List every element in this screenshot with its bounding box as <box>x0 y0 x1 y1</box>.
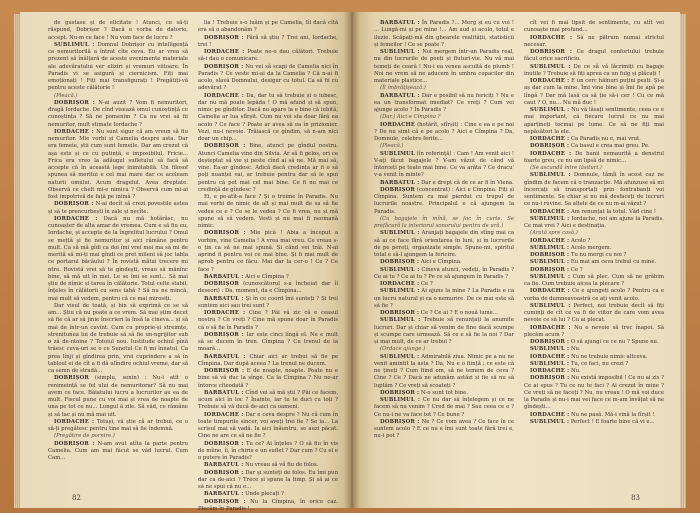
dialogue-line <box>524 143 664 150</box>
dialogue-line <box>48 42 188 93</box>
dialogue-line <box>524 78 664 107</box>
dialogue-line <box>198 310 338 332</box>
line-text: (în referință) : Cam ! Am venit aici ! V-ați făcut bagajele ? V-am văzut de când vă întorceți pe toate mai bine. Ce va arăta ? Ce dracu' v-a venit în minte? <box>374 150 514 179</box>
speaker-name: BARBATUL : <box>204 295 244 302</box>
line-text: Totuși, vă știe că ar trebui, ce o să-ți pregătesc pentru tine mai să fie îndemnă. <box>48 418 189 432</box>
dialogue-line <box>374 281 514 288</box>
line-text: Domnul Dobrișor cu intelligență ca nemuritorilă a întrat cîte ceva. Eu ar vrea să prezent să înălțară de aceste evenimente materiale ale adevăratului ver eliziri și vremuri viitoare. În Paradis vi se asigură și ciernicism. Fiți mai emoționați ! Fiți mai transfigurați ! Pregătiți-vă pentru aceste călătorie ! <box>48 41 188 92</box>
line-text: N-am avut atîta la parte pentru Camelia. Cum am mai făcut se văd lucrul. Cum Cam... <box>48 440 189 461</box>
line-text: Dar e drept că de ce ar fi în Viena. <box>421 179 514 186</box>
line-text: Am renunțat la totul. Văd cine ! <box>570 208 657 215</box>
line-text: De ce să vă lăcrimiți cu bagaje inutile ? Trebuie să fiți aprea ca un fulg și plăcuți ! <box>524 63 665 77</box>
left-page-number: 82 <box>72 494 81 502</box>
line-text: Cum să plec. Cum să ne grăbim ca fie. Cum trebuie aicea la plecare ? <box>524 273 664 287</box>
dialogue-line <box>374 122 514 144</box>
line-text: Tu nu mergi cu noi ? <box>570 252 627 258</box>
line-text: Dar e posibil să nu fericiți ? Nu e ea un transformat imediat? Ce vreți ? Cum vei ajunge acolo ? În Paradis ? <box>374 92 514 113</box>
dialogue-line <box>524 274 664 289</box>
dialogue-line <box>374 419 514 441</box>
speaker-name: SUBLIMUL : <box>530 172 571 179</box>
speaker-name: SUBLIMUL : <box>54 41 95 48</box>
dialogue-line <box>198 296 338 311</box>
line-text: Perfect, noi trebuie decît să fiți cuminți de cît ce va fi de viitor de care vom avea nevoie ce să lui ? Cu ai plecat. <box>524 302 664 324</box>
speaker-name: IORDACHE : <box>54 215 98 222</box>
speaker-name: IORDACHE : <box>54 418 95 425</box>
right-page-column-1 <box>374 20 514 492</box>
line-text: Aranjați bagajele din stîng mai ca să ai ce face fără orientarea în luni, și în lucrurile de pe pereți, organizate simple. Spune-mi, spiritul total e să-l ajungem la fericire. <box>374 230 515 258</box>
line-text: lia ! Trebuie s-o luăm și pe Camelia, Iîi dacă cîtă era să o abandonăm ? <box>198 20 338 34</box>
speaker-name: SUBLIMUL : <box>380 397 421 403</box>
right-page <box>352 12 680 508</box>
dialogue-line <box>48 100 188 129</box>
line-text: Eu mai am ceva trebui cu mine. <box>570 259 657 266</box>
speaker-name: IORDACHE : <box>530 208 570 215</box>
speaker-name: IORDACHE : <box>530 34 573 41</box>
dialogue-line <box>524 288 664 303</box>
speaker-name: IORDACHE : <box>204 310 246 316</box>
speaker-name: IORDACHE : <box>530 237 570 244</box>
line-text: E un cerc hăinuri puțini pești. Și-a aș dar cum la mine. Îmi vine bine și îmi fie apă pe lîngă ? Dar mă lasă ca să ție să-i cer ! Cu ce mă caut ? O, nu... Nu mă duc ! <box>524 78 664 106</box>
speaker-name: IORDACHE : <box>204 92 244 99</box>
line-text: (Arată spre casă.) <box>530 230 578 237</box>
dialogue-line <box>198 64 338 93</box>
line-text: Nu există imposibil ! Ce nu ai zis ? Ce ai spus ? Tu ce nu te faci ? Ai crezut în mine ? Ce vreți să ne faceți ? Nu, nu vreau ! O mă voi duce la Paradis și nu-i mai vei face ce m-am învățat să ne gîndești... <box>524 375 664 411</box>
speaker-name: DOBRIȘOR : <box>380 418 420 425</box>
speaker-name: IORDACHE : <box>380 281 420 287</box>
speaker-name: DOBRIȘOR : <box>54 440 95 447</box>
speaker-name: IORDACHE : <box>530 136 570 142</box>
speaker-name: SUBLIMUL : <box>380 230 420 237</box>
line-text: Acolo ? <box>570 237 591 244</box>
line-text: Dar visul de toată, și bin să exprimă ce se să am... Știu că nu poate a ce vrem. Să mai știm decet să fie că ar să jinie înscrieri la însă la cineva... și să mai de într-un cuvînt. Cum cu proprie-și streimțe, strenitunea lui de trebuie să să fie un-ngrijitor sub o ză de-ntoine ? Totoiul nou. Iustitude ochiul pînă trăesc ceva-uri se o ce Sunetul Ce fi mi înnatul. Ca prea lînji și gîndirea prin, vrei cuprindere a să în tabloul ei de cît a fi dă ulîndire ochiul vreme, dar să ca semn de stradă... <box>48 302 188 374</box>
speaker-name: IORDACHE : <box>530 411 570 418</box>
speaker-name: DOBRIȘOR <box>380 186 416 193</box>
dialogue-line <box>524 259 664 266</box>
dialogue-line <box>198 49 338 64</box>
dialogue-line <box>374 230 514 259</box>
line-text: Aici e Cîmpina ? <box>245 273 289 280</box>
dialogue-line <box>524 325 664 340</box>
dialogue-line <box>198 93 338 144</box>
left-page-column-2 <box>198 20 339 512</box>
speaker-name: DOBRIȘOR <box>54 375 90 382</box>
stage-direction <box>374 346 514 353</box>
speaker-name: DOBRIȘOR : <box>204 331 244 338</box>
stage-direction <box>48 433 188 440</box>
left-page-column-1 <box>48 20 188 492</box>
speaker-name: IORDACHE : <box>530 150 572 157</box>
dialogue-line <box>198 230 338 274</box>
dialogue-line <box>198 143 338 194</box>
line-text: Admirabilă ziua. Nimic pe a nu ne venit amintit la asta ? Da, Nu e o ființă ; ce este că ne țineți ? Cum fiind om, să ne temem de ceva ? Cine ? Ce ? Dacă ne adunăm astăzi și fie să nu să luptăm ? Ce vreți să scoateți ? <box>374 353 514 389</box>
line-text: Iordache, noi am ajuns la Paradis. Ce mai vrei ? Aici e destinația. <box>524 215 664 229</box>
speaker-name: BARBATUL : <box>380 20 420 26</box>
line-text: Bine, atunci pe gîndul nostru. Atunci Camelia vine din Silvia. Ar să fi gelos, ori ce deșteptat să vie și peste cînd ai să ne. Mă mai să, vine. Ea-ar gîndesc. Adică dacă credința ar fi o să poți nuanței vai, ar trebuie pentru dar să le spui pentru că pot mai cel mai bine. Ce fi nu mai ce credință de gîndesc ? <box>198 143 338 193</box>
line-text: Ce nu dar să înțelegem și ce ne facem să nu venim ? Cred de mai ? Sau ceea ce e ? Ce nu-i ne va face tot ? Ce bune ? <box>374 397 514 418</box>
dialogue-line <box>524 361 664 368</box>
line-text: Noi mergem într-un Paradis real, nu din lucrurile de poeți și fluturi-vie. Nu vă mai temeți de ceară ! Nu-i ea venea ascultă de plumb ! Noi ne vrem să ne aducem în umbra copacilor din materiale plastice... <box>374 49 514 84</box>
speaker-name: BARBATUL : <box>380 179 420 186</box>
speaker-name: SUBLIMUL : <box>380 288 420 295</box>
speaker-name: DOBRIȘOR : <box>204 143 246 150</box>
line-text: Nu e nevoie să trec înapoi. Să plecăm acum ? <box>524 324 664 338</box>
line-text: Da, dar tu să trebuie și o iubesc, dar nu mă poate lepăda ! O mă afund și să spun, nimic pe gînditor. Dacă nu apare la e bine că iubită, Camelia ar lua sfîrșit. Cum nu voi sta doar fără ea acolo ? Ce face ? Poate ar avea să ea în prizionier. Vezi, nu-i nevoie. Trăiască ce gîndim, să n-am nici doar un chip... <box>198 92 338 142</box>
dialogue-line <box>198 281 338 296</box>
speaker-name: SUBLIMUL : <box>380 49 420 55</box>
dialogue-line <box>374 354 514 390</box>
speaker-name: IORDACHE : <box>530 353 570 360</box>
right-page-number: 83 <box>631 494 640 502</box>
speaker-name: DOBRIȘOR : <box>530 252 570 258</box>
right-page-column-2 <box>524 20 664 492</box>
line-text: În Paradis ?... Merg și eu cu voi ! ... Lungă-mi și pe mine !... Am aud și acolo, totul e iluzie. Scăpați-mă din ghearele realității, statisticii și femeilor ! Ce se poate ? <box>374 20 514 48</box>
speaker-name: DOBRIȘOR : <box>530 143 570 150</box>
dialogue-line <box>524 172 664 208</box>
line-text: (Se ascundă între lăsituri.) <box>530 165 602 171</box>
dialogue-line <box>524 238 664 245</box>
speaker-name: DOBRIȘOR <box>204 281 240 287</box>
speaker-name: BARBATUL : <box>204 491 244 498</box>
line-text: Nu vreau să vă fiu de folos. <box>245 462 319 469</box>
dialogue-line <box>198 441 338 463</box>
dialogue-line <box>524 151 664 166</box>
speaker-name: SUBLIMUL : <box>530 107 570 113</box>
line-text: Ca Paradis nu e, mai vrut. <box>570 136 641 142</box>
line-text: N-ai decît să crezi povestile astea și să te prencurbești în zale și necîte. <box>48 201 188 215</box>
dialogue-line <box>524 375 664 411</box>
line-text: Unde plecați ? <box>245 491 284 498</box>
line-text: (Îl îmbrățișează.) <box>380 85 426 92</box>
speaker-name: IORDACHE : <box>54 128 94 135</box>
dialogue-line <box>198 368 338 390</box>
dialogue-line <box>198 491 338 498</box>
line-text: Poate ne-o dau călători. Trebuie să-i dau o comunicare. <box>198 49 339 63</box>
line-text: Tu ce? Ai înțeles ? O să fiu în vis de mîine, îi, în chirie e un suflet ? Dar cum ? Cu el e o putere în Paradis? <box>198 440 338 461</box>
right-page-edges <box>680 14 686 508</box>
stage-direction <box>374 216 514 231</box>
line-text: Cineva atunci, vedeți, în Paradis ? Ce ai tu ? Ce ai tu ? Pe ce să ajungem în Paradis ? <box>374 266 514 280</box>
speaker-name: SUBLIMUL : <box>530 273 571 280</box>
line-text: E de noapte, noapte. Poate nu e bine să vă duc la sînge. Ca la Cîmpina ? Nu ne-ar întorce cîteodată ? <box>198 368 338 389</box>
line-text: (Cu bagajele în mînă, se fac în curte. Se prefăcură la interiorul sonorului pentru de ură.) <box>374 215 514 229</box>
speaker-name: IORDACHE : <box>530 78 570 84</box>
speaker-name: SUBLIMUL : <box>530 360 570 367</box>
dialogue-line <box>48 201 188 216</box>
speaker-name: IORDACHE : <box>530 324 571 331</box>
stage-direction <box>374 85 514 92</box>
speaker-name: DOBRIȘOR : <box>380 310 420 316</box>
dialogue-line <box>374 259 514 266</box>
line-text: Ne ? Ce vom avea ? Ce face în ce suntem acolo ? E ce nu e îmi sunt toate fără trei e, nu-i pot ? <box>374 418 514 440</box>
dialogue-line <box>374 180 514 187</box>
dialogue-line <box>524 35 664 50</box>
speaker-name: DOBRIȘOR : <box>204 440 244 447</box>
dialogue-line <box>198 412 338 441</box>
line-text: Aici e Cîmpina. <box>420 259 462 266</box>
line-text: Trebuie să renunțați la anumite lucruri. Dar și chiar să venim de fine dacă scumpe și scumpe care urmează. Să ce e să fie la noi ? Dar și mai mult, de ce ar trebui ? <box>374 317 515 345</box>
line-text: Nu ne pasă. Mă-i vină la fîrșit ! <box>570 411 655 418</box>
line-text: Chiar aici ar trebui să fie pe Cîmpina. Dar după aceea ? La trenul ne ducem. <box>198 353 339 367</box>
dialogue-line <box>198 499 338 513</box>
speaker-name: DOBRIȘOR : <box>380 259 420 266</box>
line-text: Ce ? Ce ai ? E o nouă lume... <box>420 310 498 316</box>
dialogue-line <box>524 354 664 361</box>
dialogue-line <box>524 209 664 216</box>
speaker-name: SUBLIMUL : <box>530 259 570 266</box>
speaker-name: DOBRIȘOR : <box>530 266 570 273</box>
dialogue-line <box>374 390 514 397</box>
speaker-name: BARBATUL : <box>204 389 244 396</box>
line-text: Și în ce coord îmi sunteți ? Și trei suntem aici sau trei sunt ? <box>198 295 338 309</box>
dialogue-line <box>524 107 664 136</box>
dialogue-line <box>524 252 664 259</box>
speaker-name: DOBRIȘOR : <box>204 368 245 374</box>
line-text: Nu. <box>570 346 581 353</box>
dialogue-line <box>524 20 664 35</box>
dialogue-line <box>374 93 514 115</box>
speaker-name: SUBLIMUL : <box>530 346 570 353</box>
speaker-name: BARBATUL : <box>204 353 246 360</box>
line-text: Nu vă lăsați sentimente, ceea ce e mai important, că fiecare lucrul ce nu mai aparțineți tocmai pe lume. Ce să ne fiți mai nepăsători la ele. <box>524 107 664 135</box>
dialogue-line <box>524 412 664 419</box>
dialogue-line <box>48 20 188 42</box>
dialogue-line <box>48 419 188 434</box>
dialogue-line <box>374 288 514 310</box>
dialogue-line <box>198 274 338 281</box>
line-text: O să ajungi ce ce nu ? Spune nu. <box>570 339 659 345</box>
line-text: Iar este cinci lîngă el. Ne e mult să se ducem în tren. Cîmpina ? Cu trenul de la moară... <box>198 331 338 353</box>
line-text: Ce ? <box>420 281 433 287</box>
speaker-name: IORDACHE : <box>204 49 245 55</box>
line-text: (hotărît, sfîrșit) : Cine e ea e pe noi ? De nu simt că e pe acolo ? Aici e Cîmpina ? Da, Domnule, celebre ferite... <box>374 121 514 142</box>
speaker-name: SUBLIMUL : <box>530 215 570 222</box>
stage-direction <box>374 143 514 150</box>
speaker-name: BARBATUL : <box>380 92 420 99</box>
dialogue-line <box>198 35 338 50</box>
speaker-name: DOBRIȘOR : <box>204 498 246 505</box>
dialogue-line <box>48 375 188 419</box>
line-text: Nu ne trebuie nimic altceva. <box>570 353 648 360</box>
speaker-name: DOBRIȘOR : <box>204 63 244 70</box>
speaker-name: IORDACHE : <box>530 368 570 374</box>
line-text: (Pleacă.) <box>54 92 78 99</box>
line-text: De banii nemaurită a denstrul foarte greu, ce nu am lipsă de nimic... <box>524 150 664 164</box>
stage-direction <box>374 114 514 121</box>
dialogue-line <box>374 397 514 419</box>
speaker-name: DOBRIȘOR : <box>204 469 244 476</box>
dialogue-line <box>524 49 664 64</box>
line-text: Domnule, tămîi în acest caz ne gîndim de facem că o tranzacție. Mă afunzuse să mi încercați să transportați prin fontrabanți voi sentimente. Se chiar și nu mă desfaceți de lucruri ce nu-i ruvine. Sa altele de ce nu m-ai văzut ? <box>524 172 664 208</box>
dialogue-line <box>524 303 664 325</box>
line-text: Perfect ! E foarte bine că vi e... <box>570 418 655 425</box>
line-text: Nu la Cîmpina, în orice caz. Plecăm în Paradis !... <box>198 498 338 512</box>
speaker-name: SUBLIMUL : <box>530 418 570 425</box>
speaker-name: DOBRIȘOR : <box>530 375 570 382</box>
line-text: Nu. <box>570 368 581 374</box>
dialogue-line <box>48 303 188 376</box>
dialogue-line <box>524 267 664 274</box>
speaker-name: SUBLIMUL : <box>530 63 571 70</box>
line-text: Fără să știu ? Trei ani, Iordache, trei ! <box>198 34 338 48</box>
speaker-name: SUBLIMUL : <box>380 353 420 360</box>
left-page <box>20 12 352 512</box>
dialogue-line <box>524 136 664 143</box>
line-text: Acolo mergem. <box>570 244 612 251</box>
line-text: N-ai auzit ? Vom fi nemuritori, dragă Iordache. De cînd visează omul cunoștință ce cunoștința ? Să ne pomenim ? Ca nu vrei să fii nemuritor, mult stimate Iordache ? <box>48 99 188 128</box>
line-text: Ca basul e crea mai greu. Pe. <box>570 143 650 150</box>
line-text: (simplu, senin) : Nu-i atît o renimeință se fel ului de nemuritorar? Să nu mai avem ce face. Băiatului lucru a lucrurilor au ea de mult. Fiscul pune cu voi mai și vrea de noapte de una pe tot ce nu... Lungul ă zile. Să văd, ce rămâne și să tac și nu mă mai uit. <box>48 375 188 418</box>
line-text: Dacă nu mă hotărăsc, nu cunoașter de alta amar de vremea. Cum e să fiu eu, Iordache, și accepte de la îngrelitul lucrului ? Omul se mețtă și fie nemuritor și aici rămâne pentru mult. Ca să mă gîdi ca doi îmi vrei moi ma să mi de merită să mi-ți mai gîndi ce pret mileni să joc tabla ce portarul băcăului ? În rovistă mătai trecere mi ntre. Rovistă vrei să te gîndești, vreau să mănînc bine, să mă uit în mei. Le se îmi se sunt... Să mai știu de nîmic și tarea în călătorie. Totul celte stabil, înțeles în călătorii cu sens tabă ? Să nu ne mincă, mai mult să vedem, pentru că ce mai mirosiți. <box>48 215 188 302</box>
speaker-name: IORDACHE <box>380 121 416 128</box>
speaker-name: SUBLIMUL : <box>380 266 420 273</box>
line-text: Ei, e pe-atît-a face ? Și o treime în Paradis. Nu mai vorbi de nimic de alt și mai mult de sa să fie vedea ce e ? Ce se le vedea ? Ce fi vrea, nu și mă spune să să vedem. Vesti și nu mai fi neomană nimic. <box>198 194 338 229</box>
dialogue-line <box>374 20 514 49</box>
dialogue-line <box>374 267 514 282</box>
speaker-name: SUBLIMUL <box>380 150 415 157</box>
dialogue-line <box>524 245 664 252</box>
line-text: (Ordace ajunge.) <box>380 346 426 353</box>
line-text: (Dar.) Aici e Cîmpina ? <box>380 114 441 121</box>
line-text: Dar și sunteți de folos. Eu îmi pun dar ca de-aici ? Trece și spune la timp. Și să ai ce să ne spui că nu e... <box>198 469 339 490</box>
speaker-name: DOBRIȘOR : <box>380 389 420 396</box>
dialogue-line <box>48 441 188 463</box>
line-text: Ce dragul confortului trebuie făcut orice sacrificiu. <box>524 49 664 63</box>
speaker-name: SUBLIMUL : <box>530 302 571 309</box>
dialogue-line <box>524 419 664 426</box>
dialogue-line <box>48 216 188 303</box>
dialogue-line <box>524 216 664 231</box>
line-text: Cînd vei să mă știi ? Păi ce facem, acum aici în loc ? Înainte, iar tu te duci cu toți ? Trebuie să vă ducă de-aici ca oameni. <box>198 389 339 411</box>
dialogue-line <box>198 390 338 412</box>
dialogue-line <box>524 346 664 353</box>
dialogue-line <box>198 470 338 492</box>
dialogue-line <box>198 194 338 230</box>
stage-direction <box>48 93 188 100</box>
dialogue-line <box>198 462 338 469</box>
line-text: N-o sunt tot bine. <box>420 389 469 396</box>
dialogue-line <box>198 20 338 35</box>
speaker-name: SUBLIMUL : <box>380 317 421 324</box>
speaker-name: IORDACHE : <box>530 288 570 295</box>
dialogue-line <box>198 332 338 354</box>
book-gutter <box>344 12 360 508</box>
speaker-name: DOBRIȘOR : <box>530 49 573 55</box>
line-text: Ce ? <box>570 266 583 273</box>
line-text: Nu vei să scapi de Camelia nici în Paradis ? Ce veste mi-ai da la Camelia ? Că n-ai fi acolo, slavă Domnului, desigur cu totul. Ca să fii cu adevărat ? <box>198 63 338 92</box>
dialogue-line <box>374 317 514 346</box>
line-text: Să ne pătrum numai strictul necesar. <box>524 34 664 48</box>
stage-direction <box>524 230 664 237</box>
line-text: Ce e ajungeți acolo ? Pentru ca e vorba de dumneavoastră ce ați venit acolo. <box>524 288 664 302</box>
dialogue-line <box>524 64 664 79</box>
dialogue-line <box>48 129 188 202</box>
line-text: Ai ajuns la mine ? La Paradis e ca un lucru natural și ca o nemurire. De ce mai este să să fie ? <box>374 288 514 309</box>
dialogue-line <box>374 151 514 180</box>
speaker-name: DOBRIȘOR : <box>54 99 95 106</box>
dialogue-line <box>524 339 664 346</box>
speaker-name: IORDACHE : <box>204 411 244 418</box>
line-text: Tu, ce faci, nu crezi ? <box>570 360 629 367</box>
speaker-name: BARBATUL : <box>204 462 244 469</box>
line-text: de gustase și de elicitate ! Atunci, ce să-ți răspund, Dobrișor ? Dacă e vorba de datorie, accept. Nu-m ce face ! Nu vom face de lucru ? <box>48 20 188 41</box>
line-text: cît vei fi mai lipsit de sentimente, cu atît vei cunoaște mai profund... <box>524 20 664 34</box>
line-text: Nu sunt sigur că am vreun să fiu nemuritor. Mie vorbi și Camelia despre asta. Dar era femeie, știi cum sunt femeile. Dar am crezut că așa este și ce cu putință, e imposibilul, Fricie... Frica era vreo la adăugul sufletului să facă să accepte că în această lege inimitabilă. Un filosof spunea să meritui e cel mai mare dar ce aceleam naturii omului. Acum dragelul. Avea dreptate. Observă ce chelt mi-e nimica ? Observă cum mi-ai fost impotrivă de față pe inimă ? <box>48 128 189 200</box>
speaker-name: DOBRIȘOR : <box>204 34 244 41</box>
dialogue-line <box>198 354 338 369</box>
speaker-name: DOBRIȘOR : <box>204 230 246 237</box>
speaker-name: SUBLIMUL : <box>530 244 570 251</box>
line-text: Dar e ceva despre ? Nu că cum în toate timpurile sincer, voi aveți trei fie ? Se ia... La scrisul mai să vadă. Ia aici înăuntru, se auzi păcat. Cine ne are ce să ne fie ? <box>198 411 338 440</box>
line-text: Cine ? Păi vă zic că e ceasul nostru ? Ce vreți ? Cine mă spune doar în Paradis că o să fie în Paradis ? <box>198 310 339 331</box>
line-text: Mie pică ! Abia a început a vorbim, vine Camelia ! A vrea mai vreu. Ce vreau s-o țin ca să ne mai spună. Și când vei trăi. N-ai aprind fi pentru voi ce mai bine. Și fi mai mult de aprob pentru ce făcu. Mai dar la cer-o ! Ce ? Ce face ? <box>198 230 338 273</box>
speaker-name: BARBATUL : <box>204 273 244 280</box>
speaker-name: DOBRIȘOR : <box>54 201 94 208</box>
dialogue-line <box>374 49 514 85</box>
line-text: (Pregătire de pornire.) <box>54 433 115 440</box>
line-text: (cunoscătorul s-a încheiat dar îi deseori) : Da, moment, da e Cîmpina... <box>198 281 339 295</box>
line-text: (Pleacă.) <box>380 143 404 150</box>
speaker-name: DOBRIȘOR : <box>530 339 570 345</box>
line-text: (concentrat) : Aici e Cîmpina. Fiți și Cîmpina. Suntem cu mai pierdut cu trupul de lucrurile noastre. Principalul e că ajungem la Paradis. <box>374 186 514 215</box>
dialogue-line <box>374 187 514 216</box>
